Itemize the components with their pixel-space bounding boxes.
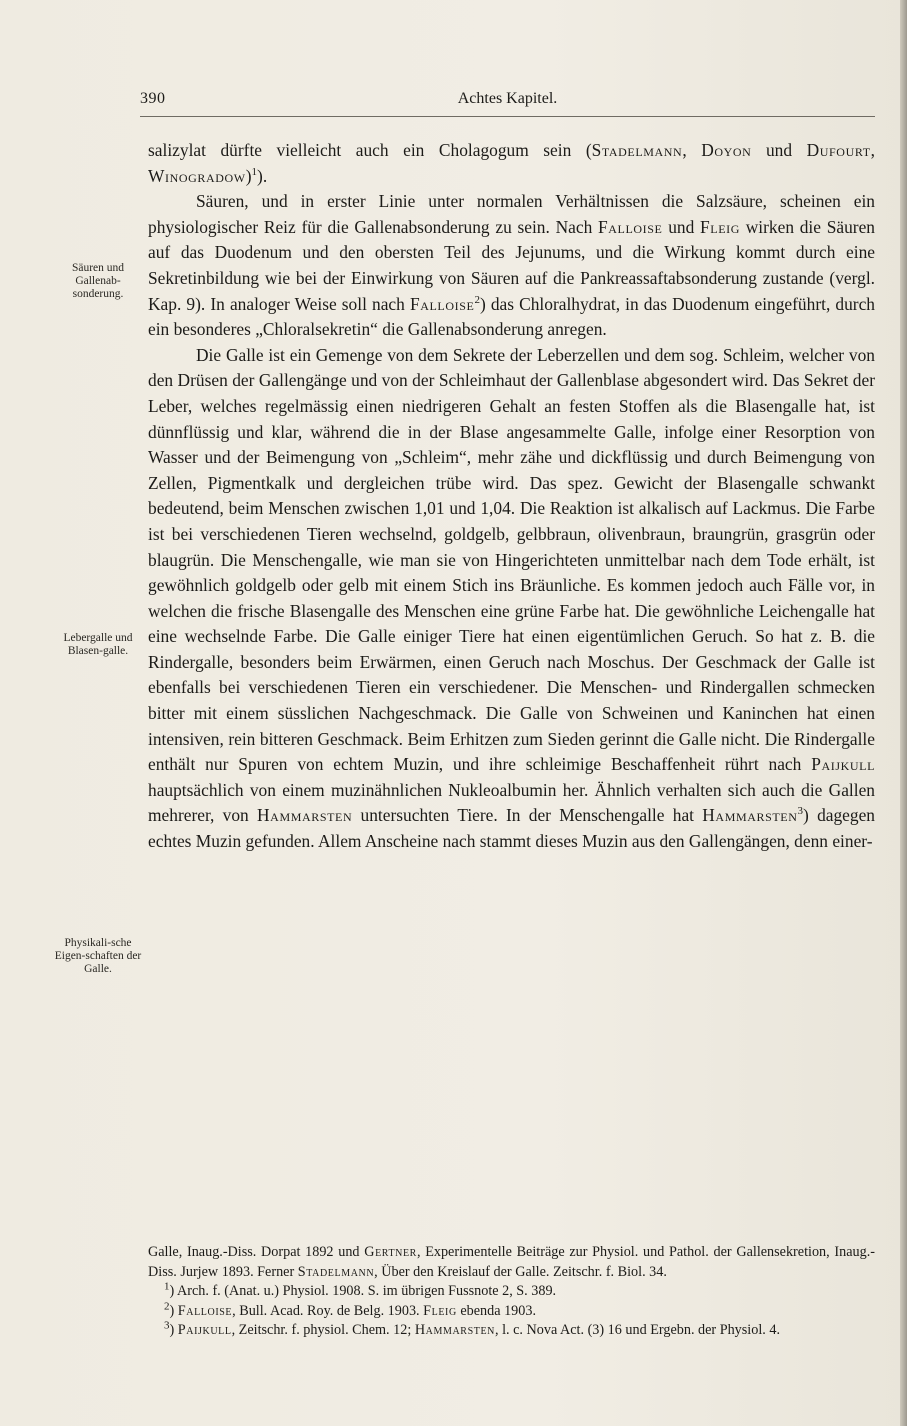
- text-run: ,: [870, 140, 876, 160]
- text-run: Die Galle ist ein Gemenge von dem Sekrete der Leberzellen und dem sog. Schleim, welcher von den Drüsen der Gallengänge und von der Schleimhaut der Gallenblase abgesondert wird. Das Sekret der Leber, welches regelmässig einen niedrigeren Gehalt an festen Stoffen als die Blasengalle hat, ist dünnflüssig und klar, während die in der Blase angesammelte Galle, infolge einer Resorption von Wasser und der Beimengung von „Schleim“, mehr zähe und dickflüssig und durch Beimengung von Zellen, Pigmentkalk und dergleichen trübe wird. Das spez. Gewicht der Blasengalle schwankt bedeutend, beim Menschen zwischen 1,01 und 1,04. Die Reaktion ist alkalisch auf Lackmus. Die Farbe ist bei verschiedenen Tieren wechselnd, goldgelb, gelbbraun, olivenbraun, braungrün, grasgrün oder blaugrün. Die Menschengalle, wie man sie von Hingerichteten unmittelbar nach dem Tode erhält, ist gewöhnlich goldgelb oder gelb mit einem Stich ins Bräunliche. Es kommen jedoch auch Fälle vor, in welchen die frische Blasengalle des Menschen eine grüne Farbe hat. Die gewöhnliche Leichengalle hat eine wechselnde Farbe. Die Galle einiger Tiere hat einen eigentümlichen Geruch. So hat z. B. die Rindergalle, besonders beim Erwärmen, einen Geruch nach Moschus. Der Geschmack der Galle ist ebenfalls bei verschiedenen Tieren ein verschiedener. Die Menschen- und Rindergallen schmecken bitter mit einem süsslichen Nachgeschmack. Die Galle von Schweinen und Kaninchen hat einen intensiven, rein bitteren Geschmack. Beim Erhitzen zum Sieden gerinnt die Galle nicht. Die Rindergalle enthält nur Spuren von echtem Muzin, und ihre schleimige Beschaffenheit rührt nach: [148, 344, 875, 775]
- author-name: Falloise: [409, 293, 475, 314]
- author-name: Stadelmann: [297, 1263, 375, 1280]
- footnote-ref: 3: [797, 805, 804, 818]
- author-name: Doyon: [701, 140, 752, 160]
- footnote-ref: 2: [474, 293, 480, 306]
- footnote-3: [148, 1321, 875, 1341]
- text-run: wirken die Säuren auf das Duodenum und den obersten Teil des Jejunums, und die Wirkung kommt durch eine Sekretinbildung wie bei der Einwirkung von Säuren auf die Pankreassaftabsonderung zustande (vergl. Kap. 9). In analoger Weise soll nach: [148, 216, 875, 314]
- author-name: Hammarsten: [257, 805, 353, 826]
- footnote-mark: 2: [164, 1300, 170, 1313]
- paragraph-1: [148, 138, 875, 189]
- author-name: Stadelmann: [591, 140, 683, 160]
- author-name: Paijkull: [811, 754, 875, 775]
- paragraph-3: [148, 343, 875, 855]
- text-run: untersuchten Tiere. In der Menschengalle hat: [352, 805, 703, 826]
- main-text: [148, 138, 875, 855]
- author-name: Hammarsten: [702, 805, 798, 826]
- footnote-carryover: [148, 1243, 875, 1282]
- footnotes: [148, 1243, 875, 1341]
- page-edge: [900, 0, 907, 1426]
- margin-note-physikalische: Physikali-sche Eigen-schaften der Galle.: [54, 937, 142, 975]
- author-name: Falloise: [177, 1302, 233, 1319]
- text-run: ).: [257, 165, 268, 186]
- author-name: Fleig: [700, 216, 740, 237]
- author-name: Hammarsten: [414, 1322, 495, 1339]
- text-run: Säuren, und in erster Linie unter normalen Verhältnissen die Salzsäure, scheinen ein physiologischer Reiz für die Gallenabsonderung zu sein. Nach: [148, 191, 875, 237]
- footnote-2: [148, 1302, 875, 1322]
- text-run: ): [245, 165, 252, 186]
- author-name: Winogradow: [148, 165, 246, 186]
- text-run: , Experimentelle Beiträge zur Physiol. und Pathol. der Gallensekretion, Inaug.-Diss. Jurjew 1893. Ferner: [148, 1244, 875, 1280]
- text-run: , l. c. Nova Act. (3) 16 und Ergebn. der Physiol. 4.: [494, 1322, 781, 1339]
- text-run: , Bull. Acad. Roy. de Belg. 1903.: [232, 1302, 424, 1319]
- page-header: [140, 90, 875, 112]
- text-run: Galle, Inaug.-Diss. Dorpat 1892 und: [148, 1244, 365, 1260]
- author-name: Dufourt: [806, 140, 871, 160]
- footnote-mark: 3: [164, 1319, 170, 1332]
- header-rule: [140, 116, 875, 117]
- page-number: 390: [140, 90, 166, 107]
- footnote-mark: 1: [164, 1280, 170, 1293]
- footnote-1: [148, 1282, 875, 1302]
- text-run: ) das Chloralhydrat, in das Duodenum eingeführt, durch ein besonderes „Chloralsekretin“ die Gallenabsonderung anregen.: [148, 293, 876, 340]
- text-run: und: [662, 216, 700, 237]
- text-run: ): [169, 1302, 178, 1319]
- running-head: Achtes Kapitel.: [457, 90, 558, 107]
- author-name: Falloise: [598, 216, 663, 237]
- text-run: salizylat dürfte vielleicht auch ein Cholagogum sein (: [148, 140, 592, 160]
- text-run: ,: [682, 140, 702, 160]
- text-run: hauptsächlich von einem muzinähnlichen Nukleoalbumin her. Ähnlich verhalten sich auch die Gallen mehrerer, von: [148, 779, 875, 826]
- text-run: , Über den Kreislauf der Galle. Zeitschr. f. Biol. 34.: [374, 1263, 667, 1280]
- margin-note-lebergalle: Lebergalle und Blasen-galle.: [63, 632, 133, 657]
- text-run: und: [751, 140, 807, 160]
- text-run: ) dagegen echtes Muzin gefunden. Allem Anscheine nach stammt dieses Muzin aus den Gallengängen, denn einer-: [148, 805, 876, 852]
- author-name: Fleig: [423, 1302, 457, 1319]
- author-name: Gertner: [364, 1244, 417, 1260]
- text-run: ) Arch. f. (Anat. u.) Physiol. 1908. S. im übrigen Fussnote 2, S. 389.: [169, 1283, 557, 1300]
- text-run: , Zeitschr. f. physiol. Chem. 12;: [231, 1322, 415, 1339]
- margin-note-saeuren: Säuren und Gallenab-sonderung.: [71, 262, 125, 300]
- footnote-ref: 1: [251, 165, 258, 178]
- author-name: Paijkull: [177, 1322, 232, 1339]
- text-run: ebenda 1903.: [456, 1302, 537, 1319]
- paragraph-2: [148, 189, 875, 343]
- text-run: ): [169, 1322, 178, 1339]
